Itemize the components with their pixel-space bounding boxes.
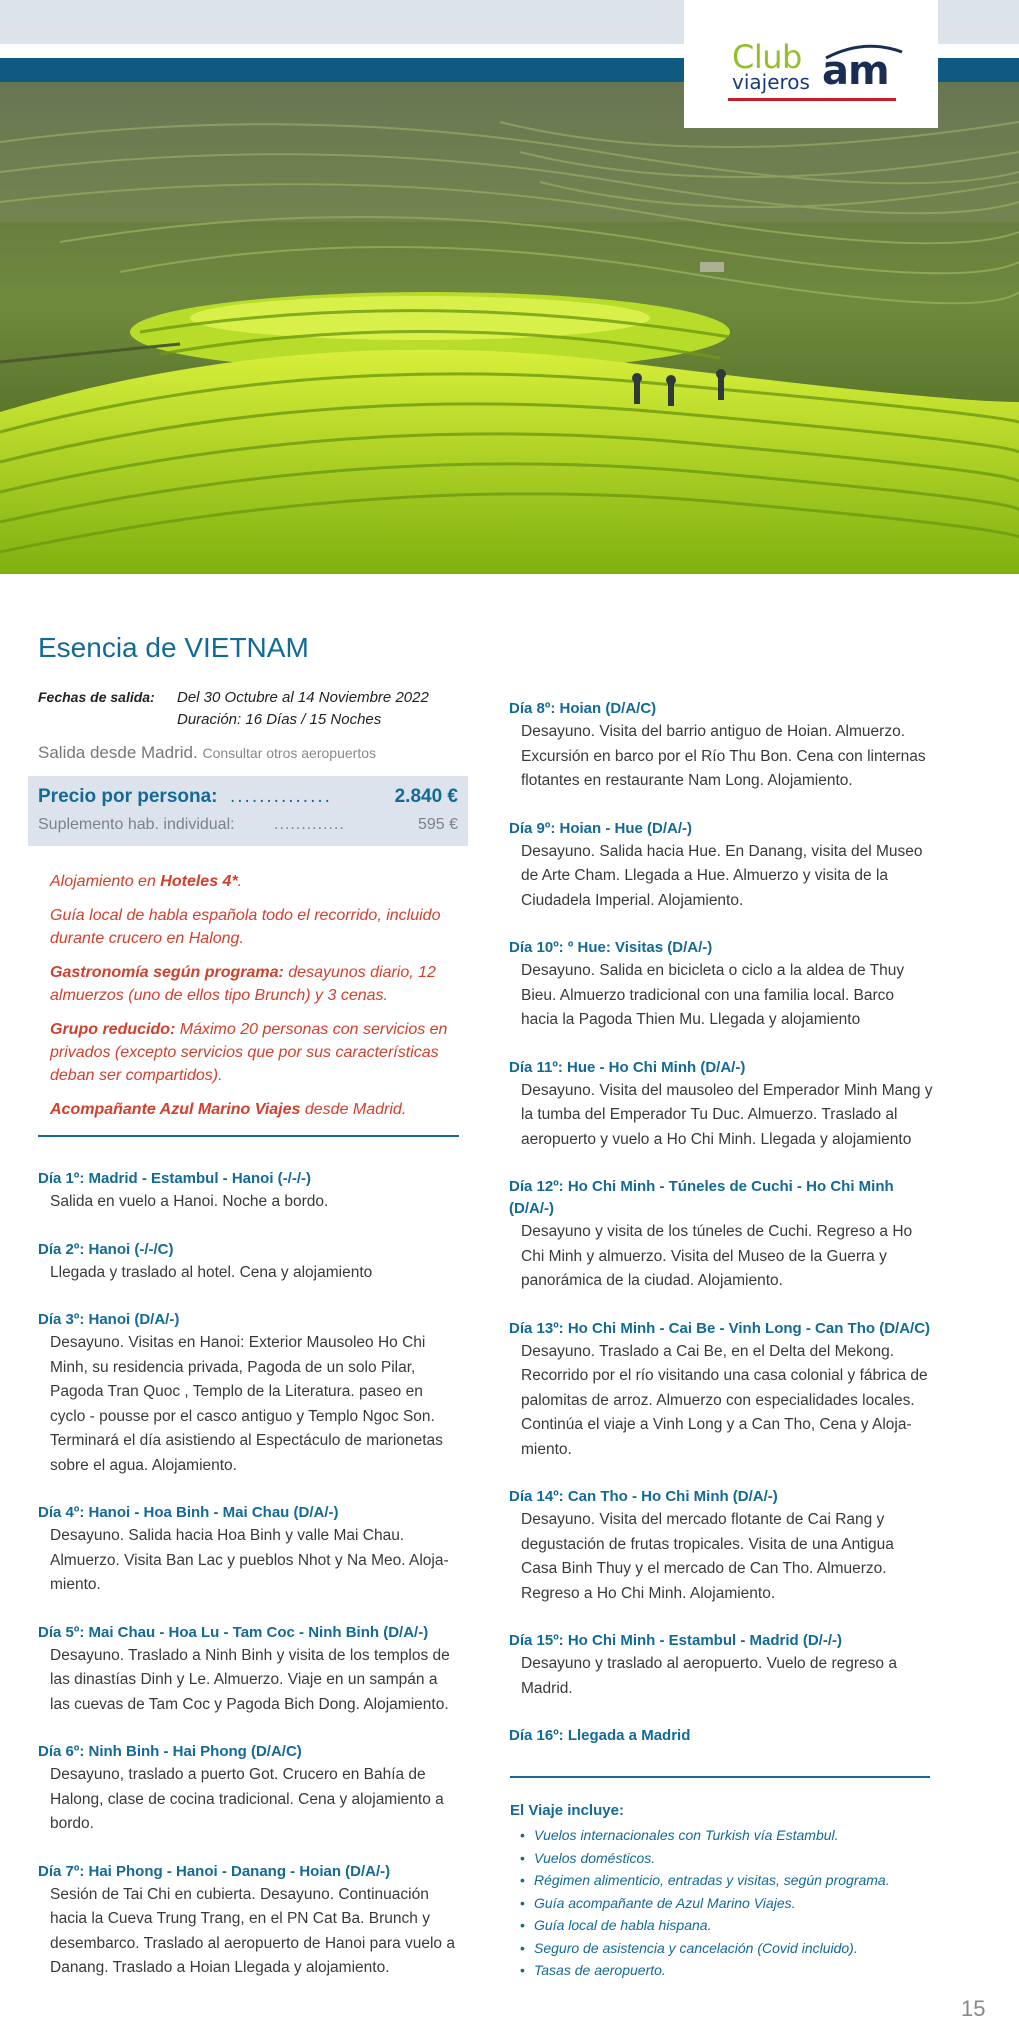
highlights [50,870,460,1132]
hero-photo [0,82,1019,574]
logo-viajeros-text: viajeros [732,70,810,94]
incluye-item: • Vuelos domésticos. [524,1847,940,1870]
highlight-item: Acompañante Azul Marino Viajes desde Madrid. [50,1101,407,1118]
supplement-dots: ............. [274,816,345,833]
day-title: Día 8º: Hoian (D/A/C) [509,700,657,717]
incluye-item: • Guía acompañante de Azul Marino Viajes. [524,1892,940,1915]
supplement-label: Suplemento hab. individual: [38,816,235,833]
day-title: Día 13º: Ho Chi Minh - Cai Be - Vinh Long - Can Tho (D/A/C) [509,1319,931,1337]
day-desc: Salida en vuelo a Hanoi. Noche a bordo. [50,1193,329,1210]
day-entry [38,1741,458,1837]
day-entry [509,1176,934,1294]
day-entry [38,1861,458,1981]
day-entry [509,698,934,794]
day-entry [509,937,934,1033]
day-entry [38,1502,458,1598]
day-title: Día 16º: Llegada a Madrid [509,1727,691,1744]
incluye-item: • Vuelos internacionales con Turkish vía Estambul. [524,1824,940,1847]
duracion: Duración: 16 Días / 15 Noches [177,711,382,728]
day-desc: Desayuno. Visita del barrio antiguo de Hoian. Almuerzo. Excursión en barco por el Río Thu Bon. Cena con linternas flotantes en restaurante Nam Long. Alojamiento. [521,723,926,789]
viaje-incluye [510,1800,940,1982]
day-entry [509,1057,934,1153]
incluye-list [510,1824,940,1982]
day-desc: Desayuno. Salida hacia Hoa Binh y valle Mai Chau. Almuerzo. Visita Ban Lac y pueblos Nhot y Na Meo. Aloja-miento. [50,1527,449,1593]
day-title: Día 10º: º Hue: Visitas (D/A/-) [509,939,713,956]
day-desc: Desayuno y traslado al aeropuerto. Vuelo de regreso a Madrid. [521,1655,897,1697]
day-desc: Desayuno, traslado a puerto Got. Crucero en Bahía de Halong, clase de cocina tradicional. Cena y alojamiento a bordo. [50,1766,444,1832]
day-title: Día 15º: Ho Chi Minh - Estambul - Madrid (D/-/-) [509,1632,842,1649]
club-viajeros-logo [684,0,938,128]
price-value: 2.840 € [394,786,458,807]
day-desc: Desayuno. Salida en bicicleta o ciclo a la aldea de Thuy Bieu. Almuerzo tradicional con una familia local. Barco hacia la Pagoda Thien Mu. Llegada y alojamiento [521,962,905,1028]
day-desc: Desayuno. Traslado a Ninh Binh y visita de los templos de las dinastías Dinh y Le. Almuerzo. Viaje en un sampán a las cuevas de Tam Coc y Pagoda Bich Dong. Alojamiento. [50,1646,450,1713]
itinerary-left [38,1168,458,2005]
highlight-item: Grupo reducido: Máximo 20 personas con servicios en privados (excepto servicios que por sus características deban ser compartidos). [50,1021,448,1084]
day-desc: Sesión de Tai Chi en cubierta. Desayuno. Continuación hacia la Cueva Trung Trang, en el PN Cat Ba. Brunch y desembarco. Traslado al aeropuerto de Hanoi para vuelo a Danang. Traslado a Hoian Llegada y alojamiento. [50,1885,455,1976]
day-entry [509,818,934,914]
day-title: Día 14º: Can Tho - Ho Chi Minh (D/A/-) [509,1488,778,1505]
day-desc: Desayuno y visita de los túneles de Cuchi. Regreso a Ho Chi Minh y almuerzo. Visita del Museo de la Guerra y panorámica de la ciudad. Alojamiento. [521,1223,913,1289]
divider-left [38,1135,459,1137]
day-title: Día 3º: Hanoi (D/A/-) [38,1311,180,1328]
day-title: Día 4º: Hanoi - Hoa Binh - Mai Chau (D/A/-) [38,1504,339,1521]
day-entry [38,1622,458,1718]
highlight-item: Guía local de habla española todo el recorrido, incluido durante crucero en Halong. [50,907,441,947]
incluye-item: • Régimen alimenticio, entradas y visitas, según programa. [524,1869,940,1892]
day-title: Día 1º: Madrid - Estambul - Hanoi (-/-/-) [38,1170,311,1187]
day-title: Día 7º: Hai Phong - Hanoi - Danang - Hoian (D/A/-) [38,1862,391,1880]
day-desc: Desayuno. Visita del mercado flotante de Cai Rang y degustación de frutas tropicales. Visita de una Antigua Casa Binh Thuy y el mercado de Can Tho. Almuerzo. Regreso a Ho Chi Minh. Alojamiento. [521,1511,894,1602]
day-title: Día 2º: Hanoi (-/-/C) [38,1240,174,1258]
day-title: Día 11º: Hue - Ho Chi Minh (D/A/-) [509,1058,746,1076]
logo-club-text: Club [732,38,802,76]
incluye-item: • Tasas de aeropuerto. [524,1959,940,1982]
day-entry [38,1239,458,1286]
page-number: 15 [961,1996,986,2021]
day-entry [509,1630,934,1701]
logo-underline [728,98,896,101]
highlight-item: Alojamiento en Hoteles 4*. [50,873,243,890]
logo-am-text: am [822,48,889,94]
day-entry [509,1486,934,1606]
day-title: Día 9º: Hoian - Hue (D/A/-) [509,819,692,837]
salida-info [38,743,376,763]
incluye-title: El Viaje incluye: [510,1802,624,1819]
salida-main: Salida desde Madrid. [38,743,198,762]
day-entry [509,1318,934,1463]
incluye-item: • Guía local de habla hispana. [524,1914,940,1937]
day-title: Día 12º: Ho Chi Minh - Túneles de Cuchi - Ho Chi Minh (D/A/-) [509,1178,894,1217]
day-entry [509,1725,934,1747]
supplement-value: 595 € [417,816,458,833]
fechas-value: Del 30 Octubre al 14 Noviembre 2022 [177,689,429,706]
day-desc: Desayuno. Salida hacia Hue. En Danang, visita del Museo de Arte Cham. Llegada a Hue. Almuerzo y visita de la Ciudadela Imperial. Alojamiento. [521,842,923,909]
day-entry [38,1168,458,1215]
price-dots: .............. [230,786,332,807]
day-title: Día 6º: Ninh Binh - Hai Phong (D/A/C) [38,1743,302,1760]
salida-small: Consultar otros aeropuertos [202,745,376,761]
page-title: Esencia de VIETNAM [38,632,309,663]
fechas-label: Fechas de salida: [38,689,155,705]
price-label: Precio por persona: [38,786,218,807]
divider-right [510,1776,930,1778]
day-desc: Desayuno. Visitas en Hanoi: Exterior Mausoleo Ho Chi Minh, su residencia privada, Pagoda de un solo Pilar, Pagoda Tran Quoc , Templo de la Literatura. paseo en cyclo - pousse por el casco antiguo y Templo Ngoc Son. Terminará el día asistiendo al Espectáculo de marionetas sobre el agua. Alojamiento. [50,1334,443,1474]
day-desc: Llegada y traslado al hotel. Cena y alojamiento [50,1263,373,1281]
price-box [28,776,468,846]
day-title: Día 5º: Mai Chau - Hoa Lu - Tam Coc - Ninh Binh (D/A/-) [38,1623,429,1641]
day-desc: Desayuno. Traslado a Cai Be, en el Delta del Mekong. Recorrido por el río visitando una casa colonial y fábrica de palomitas de arroz. Almuerzo con especialidades locales. Continúa el viaje a Vinh Long y a Can Tho, Cena y Aloja-miento. [521,1342,928,1458]
incluye-item: • Seguro de asistencia y cancelación (Covid incluido). [524,1937,940,1960]
highlight-item: Gastronomía según programa: desayunos diario, 12 almuerzos (uno de ellos tipo Brunch) y 3 cenas. [50,964,436,1004]
day-entry [38,1309,458,1478]
day-desc: Desayuno. Visita del mausoleo del Emperador Minh Mang y la tumba del Emperador Tu Duc. Almuerzo. Traslado al aeropuerto y vuelo a Ho Chi Minh. Llegada y alojamiento [521,1081,933,1148]
rice-terraces-photo [0,82,1019,574]
itinerary-right [509,698,934,1771]
